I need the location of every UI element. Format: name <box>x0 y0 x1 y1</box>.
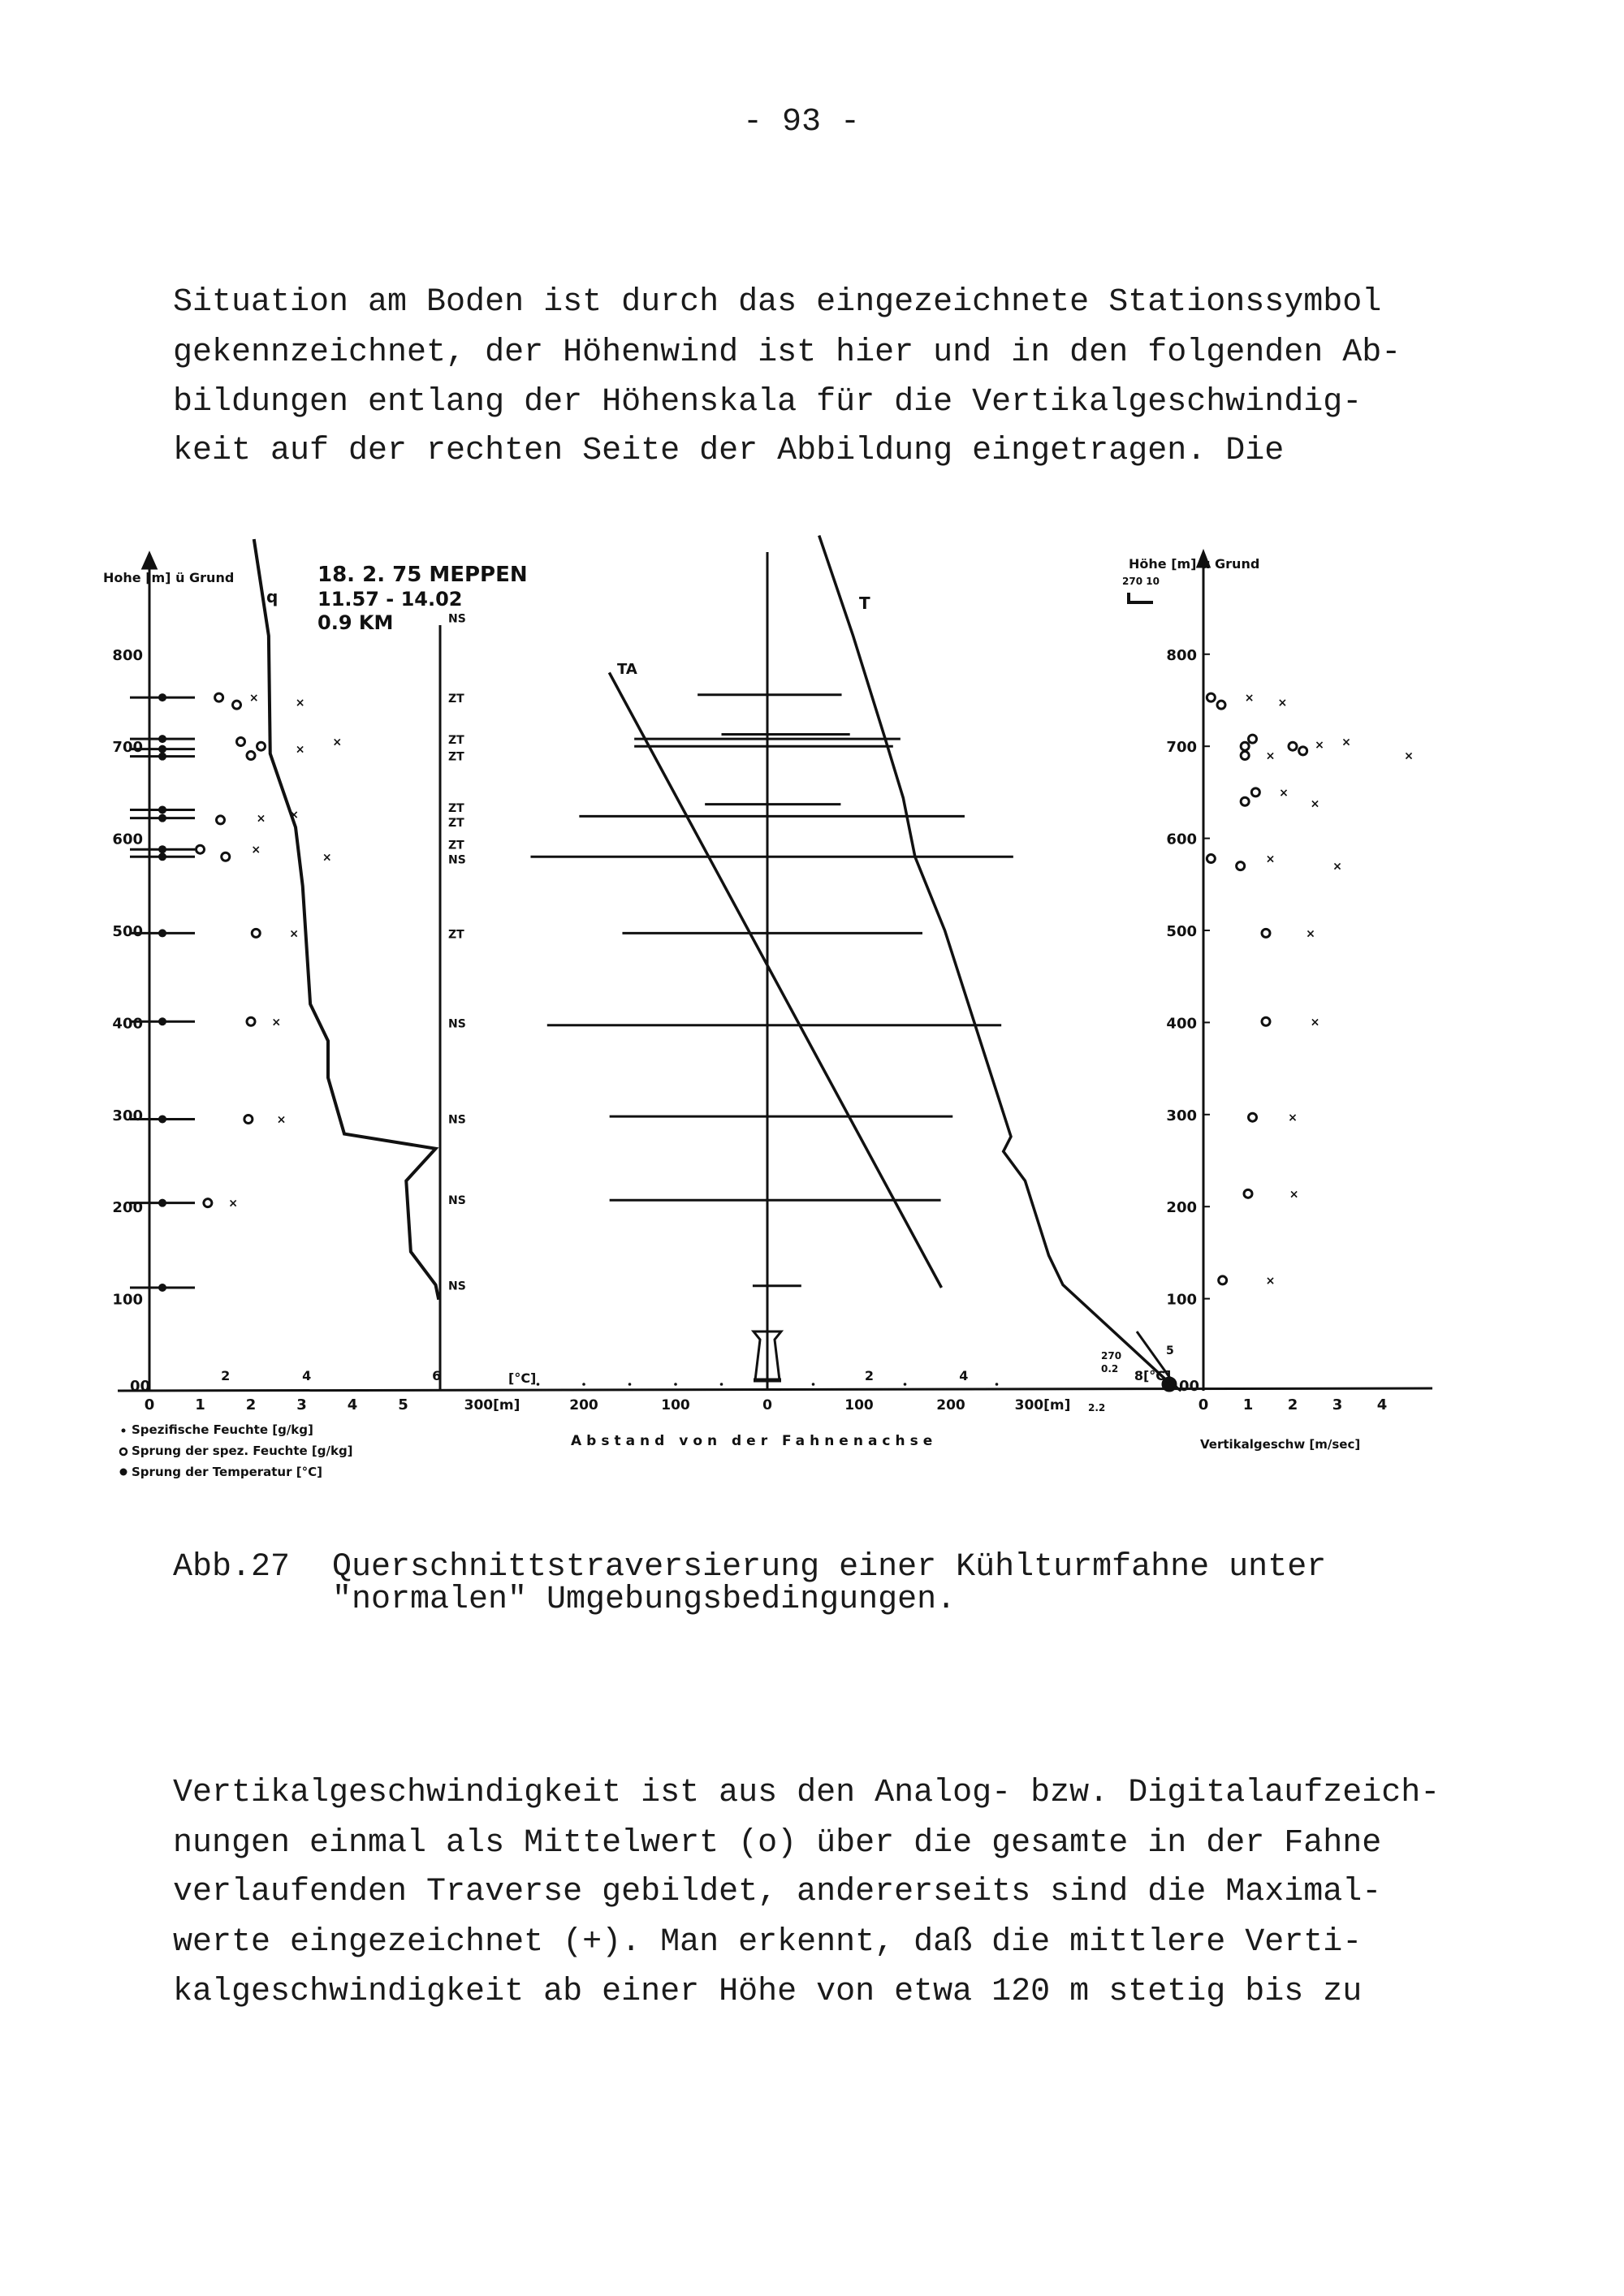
mean-velocity-circle <box>1251 788 1259 796</box>
max-velocity-cross: × <box>1341 736 1351 749</box>
max-velocity-cross: × <box>1310 797 1320 811</box>
max-velocity-cross: × <box>1279 786 1289 800</box>
layer-type-label: NS <box>448 1194 466 1208</box>
baseline-dot <box>812 1383 815 1386</box>
mean-velocity-circle <box>1262 929 1270 937</box>
mean-velocity-circle <box>1241 742 1249 750</box>
w-tick-label: 4 <box>1376 1396 1388 1413</box>
mean-velocity-circle <box>1249 1113 1257 1121</box>
station-value-b: 2.2 <box>1088 1402 1106 1413</box>
station-value-a: 0.2 <box>1101 1363 1119 1375</box>
humidity-cross-mark: × <box>295 743 305 757</box>
right-height-tick-label: 600 <box>1166 831 1197 848</box>
left-axis-arrow-icon <box>143 554 156 568</box>
paragraph2-line: nungen einmal als Mittelwert (o) über die gesamte in der Fahne <box>173 1825 1382 1862</box>
layer-type-label: NS <box>448 1113 466 1127</box>
figure-header-time: 11.57 - 14.02 <box>317 588 463 611</box>
temp-tick-left-label: 4 <box>302 1368 312 1383</box>
temp-unit-left: [°C] <box>508 1370 537 1386</box>
q-line-label: q <box>266 587 279 606</box>
temperature-profile-line <box>819 536 1181 1391</box>
humidity-jump-circle <box>233 701 241 709</box>
distance-tick-label: 300[m] <box>1014 1397 1071 1413</box>
right-height-tick-label: 800 <box>1166 646 1197 664</box>
humidity-jump-circle <box>197 845 205 853</box>
mean-velocity-circle <box>1299 747 1307 755</box>
humidity-jump-circle <box>252 929 260 937</box>
humidity-jump-circle <box>222 852 230 861</box>
distance-tick-label: 100 <box>844 1397 874 1413</box>
distance-axis-label: Abstand von der Fahnenachse <box>571 1433 938 1449</box>
mean-velocity-circle <box>1244 1189 1252 1198</box>
paragraph1-line: keit auf der rechten Seite der Abbildung eingetragen. Die <box>173 433 1285 469</box>
left-height-tick-label: 300 <box>112 1107 143 1124</box>
caption-number: Abb.27 <box>173 1549 291 1586</box>
t-line-label: T <box>859 593 870 613</box>
temp-tick-center-label: 4 <box>959 1368 969 1383</box>
legend-dot-icon <box>120 1469 127 1476</box>
temp-tick-left-label: 2 <box>221 1368 231 1383</box>
distance-tick-label: 300[m] <box>464 1397 520 1413</box>
paragraph2-line: Vertikalgeschwindigkeit ist aus den Analog- bzw. Digitalaufzeich- <box>173 1775 1440 1811</box>
caption-line: "normalen" Umgebungsbedingungen. <box>332 1582 957 1618</box>
humidity-jump-circle <box>257 742 266 750</box>
station-dir: 270 <box>1101 1350 1122 1362</box>
adiabat-line <box>609 672 941 1288</box>
paragraph2-line: kalgeschwindigkeit ab einer Höhe von etwa 120 m stetig bis zu <box>173 1974 1363 2010</box>
max-velocity-cross: × <box>1332 860 1342 874</box>
q-tick-label: 1 <box>195 1396 205 1413</box>
left-height-tick-label: 200 <box>112 1199 143 1217</box>
mean-velocity-circle <box>1289 742 1297 750</box>
humidity-jump-circle <box>247 1017 255 1025</box>
paragraph1-line: gekennzeichnet, der Höhenwind ist hier und in den folgenden Ab- <box>173 334 1402 371</box>
q-tick-label: 2 <box>245 1396 257 1413</box>
mean-velocity-circle <box>1207 693 1215 701</box>
temperature-jump-dot <box>158 929 166 937</box>
humidity-jump-circle <box>204 1199 212 1207</box>
humidity-jump-circle <box>247 752 255 760</box>
left-height-tick-label: 400 <box>112 1015 143 1033</box>
q-tick-label: 5 <box>398 1396 408 1413</box>
max-velocity-cross: × <box>1277 696 1288 710</box>
temperature-jump-dot <box>158 805 166 814</box>
wind-barb-icon <box>1129 593 1153 602</box>
figure-header-date-place: 18. 2. 75 MEPPEN <box>317 563 528 587</box>
distance-tick-label: 200 <box>936 1397 965 1413</box>
right-height-tick-label: 700 <box>1166 739 1197 757</box>
humidity-cross-mark: × <box>289 809 299 822</box>
humidity-cross-mark: × <box>271 1016 282 1029</box>
layer-type-label: ZT <box>448 839 464 852</box>
humidity-profile-line <box>254 539 439 1300</box>
baseline-dot <box>628 1383 632 1386</box>
max-velocity-cross: × <box>1310 1016 1320 1029</box>
baseline-dot <box>582 1383 585 1386</box>
w-axis-label: Vertikalgeschw [m/sec] <box>1200 1437 1361 1452</box>
left-height-tick-label: 800 <box>112 646 143 664</box>
humidity-jump-circle <box>215 693 223 701</box>
max-velocity-cross: × <box>1244 692 1255 706</box>
layer-type-label: NS <box>448 612 466 626</box>
temperature-jump-dot <box>158 745 166 753</box>
paragraph2-line: werte eingezeichnet (+). Man erkennt, daß die mittlere Verti- <box>173 1924 1363 1961</box>
paragraph1-line: Situation am Boden ist durch das eingezeichnete Stationssymbol <box>173 284 1382 321</box>
w-tick-label: 2 <box>1287 1396 1298 1413</box>
max-velocity-cross: × <box>1404 749 1414 763</box>
mean-velocity-circle <box>1249 735 1257 743</box>
w-tick-label: 3 <box>1332 1396 1343 1413</box>
left-height-tick-label: 100 <box>112 1291 143 1309</box>
baseline-dot <box>720 1383 723 1386</box>
right-height-tick-label: 400 <box>1166 1015 1197 1033</box>
humidity-jump-circle <box>237 738 245 746</box>
humidity-cross-mark: × <box>228 1197 238 1211</box>
humidity-jump-circle <box>217 816 225 824</box>
distance-tick-label: 200 <box>569 1397 598 1413</box>
legend-item-temperature-jump: Sprung der Temperatur [°C] <box>132 1465 322 1479</box>
q-tick-label: 4 <box>347 1396 358 1413</box>
layer-type-label: NS <box>448 1017 466 1031</box>
temperature-jump-dot <box>158 852 166 861</box>
max-velocity-cross: × <box>1265 749 1276 763</box>
mean-velocity-circle <box>1262 1017 1270 1025</box>
temperature-jump-dot <box>158 753 166 761</box>
temp-tick-left-label: 6 <box>432 1368 442 1383</box>
max-velocity-cross: × <box>1265 1274 1276 1288</box>
baseline-dot <box>904 1383 907 1386</box>
left-axis-label: Hohe [m] ü Grund <box>103 570 235 585</box>
w-tick-label: 0 <box>1198 1396 1209 1413</box>
max-velocity-cross: × <box>1306 927 1315 941</box>
temperature-jump-dot <box>158 1017 166 1025</box>
ta-line-label: TA <box>617 661 637 678</box>
humidity-cross-mark: × <box>248 692 259 706</box>
temperature-jump-dot <box>158 693 166 701</box>
q-tick-label: 3 <box>296 1396 307 1413</box>
mean-velocity-circle <box>1237 862 1245 870</box>
humidity-cross-mark: × <box>276 1113 287 1127</box>
baseline-dot <box>996 1383 999 1386</box>
paragraph1-line: bildungen entlang der Höhenskala für die Vertikalgeschwindig- <box>173 384 1363 421</box>
max-velocity-cross: × <box>1315 738 1324 752</box>
layer-type-label: ZT <box>448 802 464 816</box>
layer-type-label: ZT <box>448 928 464 942</box>
right-axis-label: Höhe [m] u Grund <box>1129 556 1260 572</box>
left-height-tick-label: 600 <box>112 831 143 848</box>
temperature-jump-dot <box>158 1284 166 1292</box>
paragraph2-line: verlaufenden Traverse gebildet, andererseits sind die Maximal- <box>173 1874 1382 1910</box>
distance-tick-label: 0 <box>762 1397 772 1413</box>
baseline-dot <box>537 1383 540 1386</box>
temperature-jump-dot <box>158 1199 166 1207</box>
temperature-jump-dot <box>158 845 166 853</box>
humidity-cross-mark: × <box>256 812 266 826</box>
layer-type-label: ZT <box>448 817 464 831</box>
mean-velocity-circle <box>1217 701 1225 709</box>
page-number: - 93 - <box>743 104 861 140</box>
right-height-tick-label: 200 <box>1166 1199 1197 1217</box>
humidity-jump-circle <box>244 1115 253 1123</box>
mean-velocity-circle <box>1241 752 1249 760</box>
mean-velocity-circle <box>1207 855 1215 863</box>
right-height-tick-label: 300 <box>1166 1107 1197 1124</box>
figure-header-distance: 0.9 KM <box>317 611 394 634</box>
layer-type-label: ZT <box>448 750 464 764</box>
wind-top-label: 270 10 <box>1122 576 1160 587</box>
legend-circle-icon <box>120 1448 127 1455</box>
max-velocity-cross: × <box>1288 1111 1298 1125</box>
right-height-tick-label: 500 <box>1166 923 1197 940</box>
temp-tick-center-label: 2 <box>864 1368 874 1383</box>
q-tick-label: 0 <box>144 1396 155 1413</box>
humidity-cross-mark: × <box>322 851 332 865</box>
w-tick-label: 1 <box>1242 1396 1254 1413</box>
layer-type-label: NS <box>448 853 466 867</box>
mean-velocity-circle <box>1219 1276 1227 1284</box>
layer-type-label: ZT <box>448 734 464 748</box>
temperature-jump-dot <box>158 735 166 743</box>
right-height-tick-label: 100 <box>1166 1291 1197 1309</box>
legend-dot-small-icon <box>122 1429 126 1433</box>
humidity-cross-mark: × <box>251 844 261 857</box>
max-velocity-cross: × <box>1265 852 1276 866</box>
baseline-axis <box>118 1388 1432 1391</box>
caption-line: Querschnittstraversierung einer Kühlturmfahne unter <box>332 1549 1327 1586</box>
temp-tick-center-label: 8[°C] <box>1134 1368 1172 1383</box>
baseline-dot <box>674 1383 677 1386</box>
layer-type-label: ZT <box>448 693 464 706</box>
right-origin-label: 00 <box>1179 1378 1200 1395</box>
mean-velocity-circle <box>1241 797 1249 805</box>
humidity-cross-mark: × <box>295 696 305 710</box>
origin-label: 00 <box>130 1378 151 1395</box>
humidity-cross-mark: × <box>289 927 299 941</box>
legend-item-humidity-jump: Sprung der spez. Feuchte [g/kg] <box>132 1444 353 1458</box>
left-height-tick-label: 700 <box>112 739 143 757</box>
layer-type-label: NS <box>448 1280 466 1293</box>
distance-tick-label: 100 <box>661 1397 690 1413</box>
left-height-tick-label: 500 <box>112 923 143 940</box>
station-value-c: 5 <box>1166 1344 1174 1357</box>
humidity-cross-mark: × <box>332 736 343 749</box>
max-velocity-cross: × <box>1289 1188 1299 1202</box>
legend-item-humidity: Spezifische Feuchte [g/kg] <box>132 1422 313 1437</box>
temperature-jump-dot <box>158 1115 166 1123</box>
temperature-jump-dot <box>158 814 166 822</box>
